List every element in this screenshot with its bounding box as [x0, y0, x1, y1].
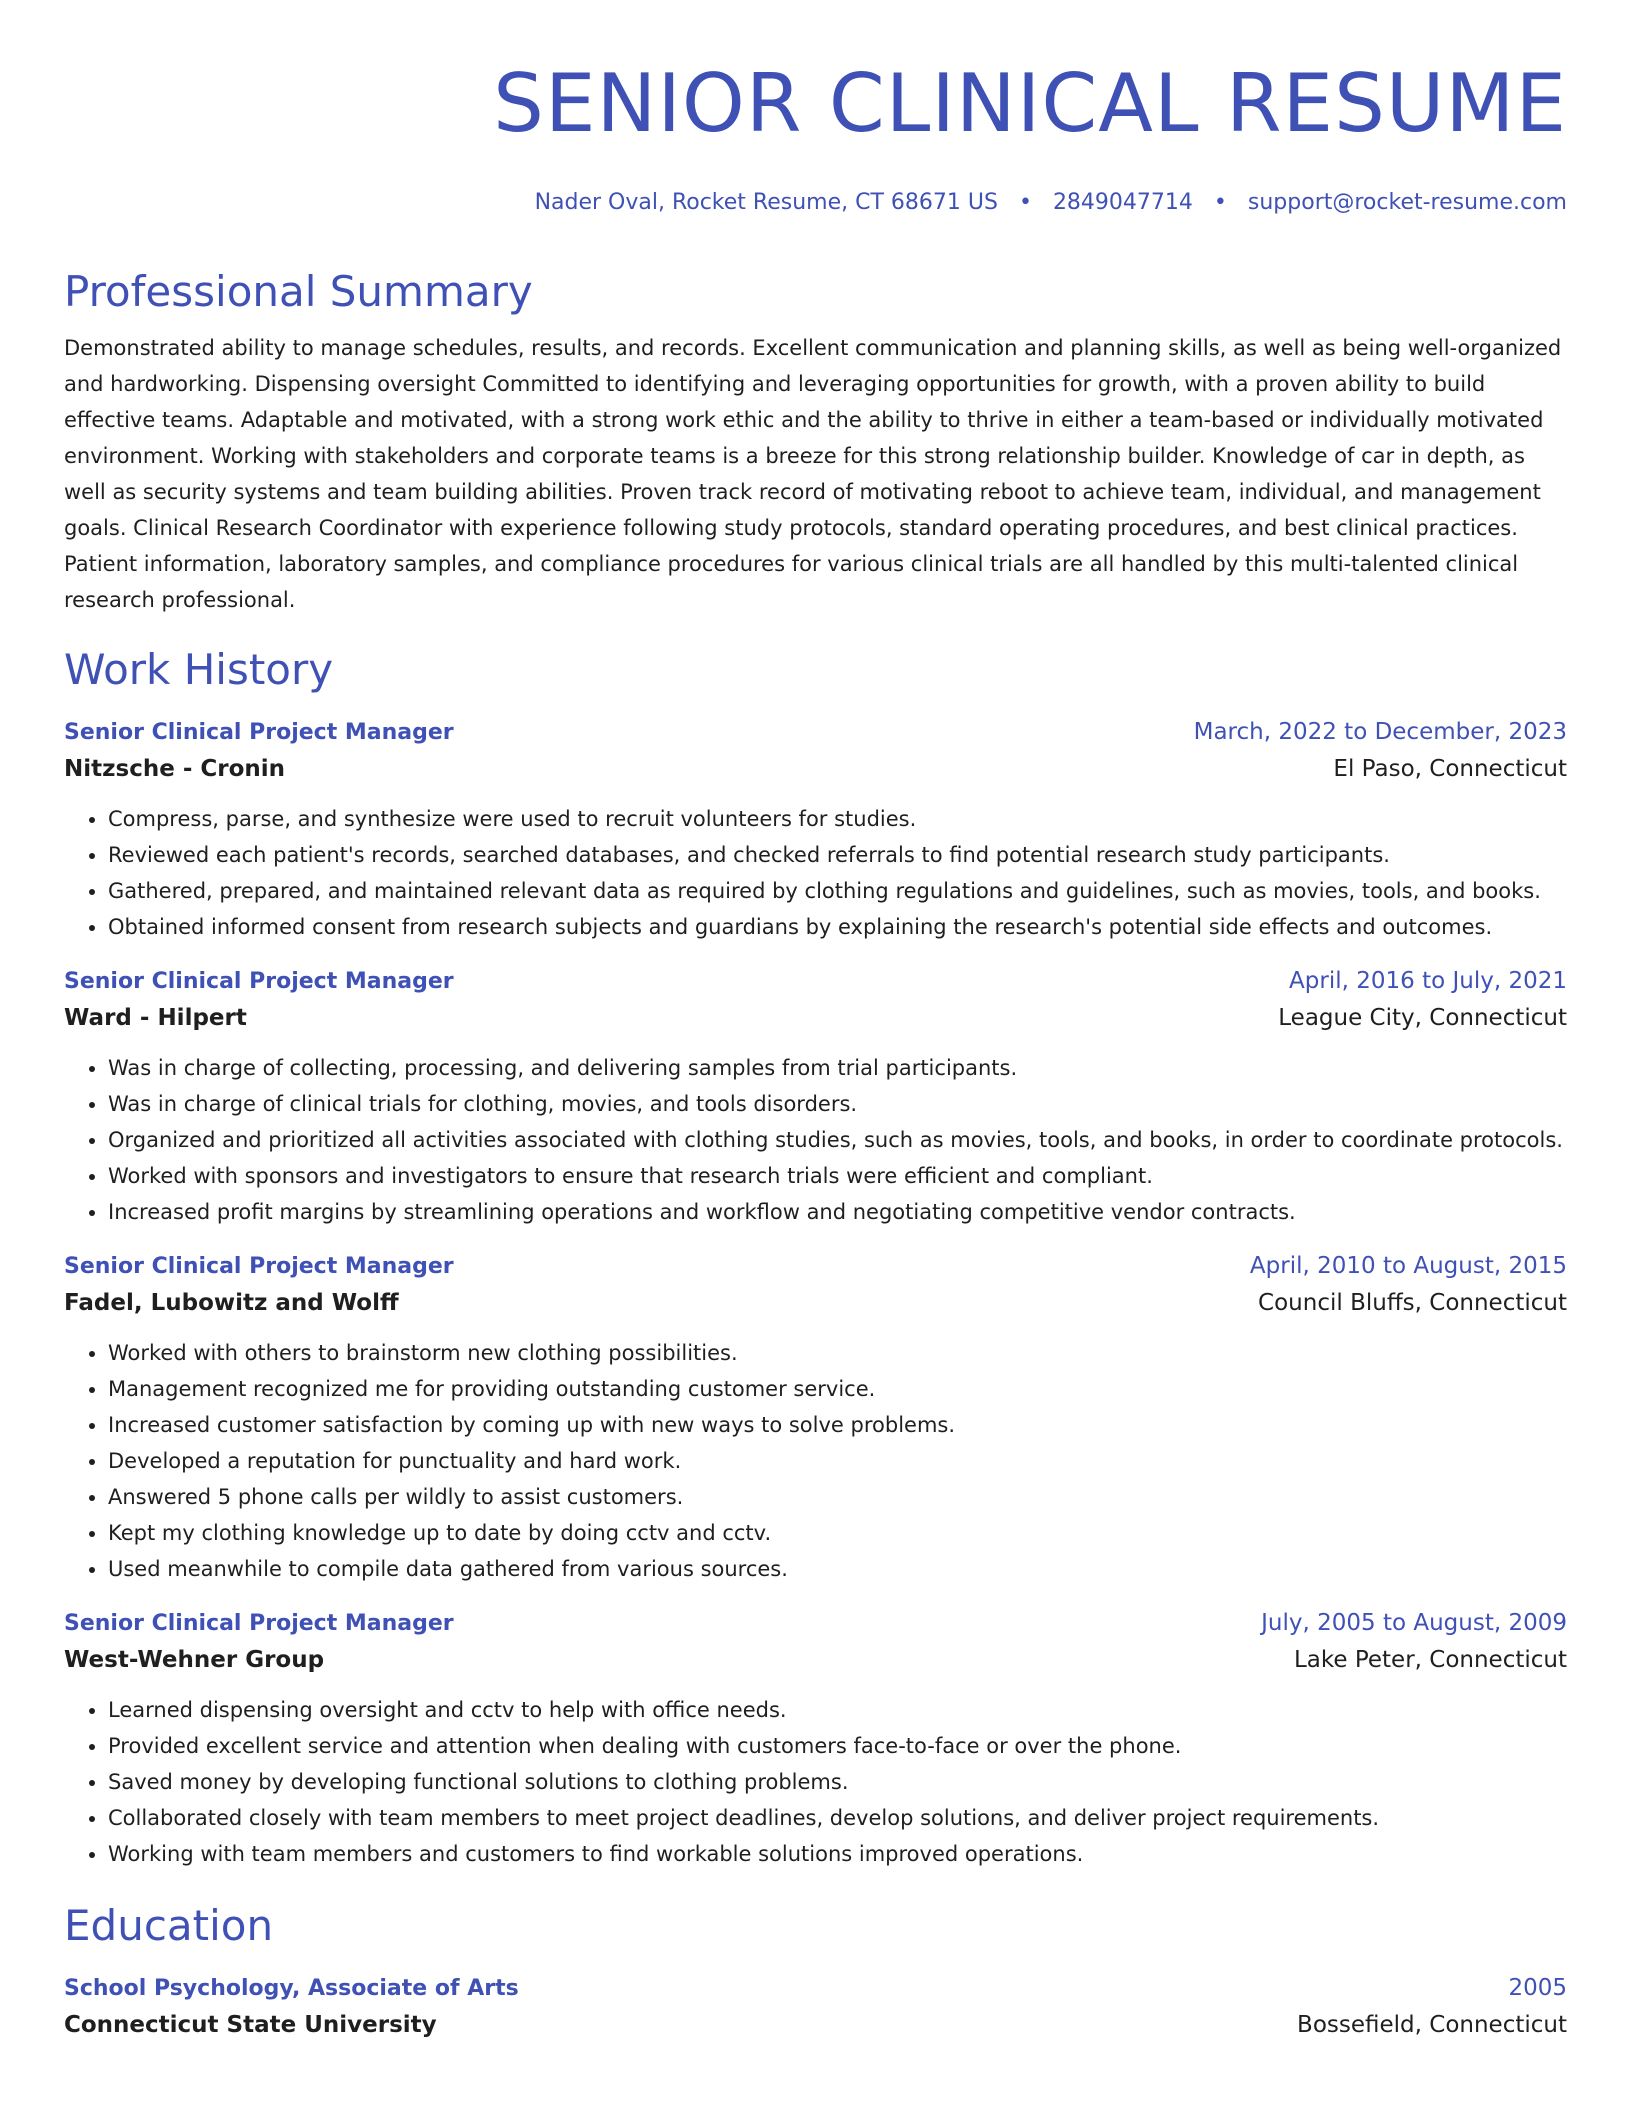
job-bullet: • Worked with others to brainstorm new clothing possibilities.	[108, 1335, 1567, 1371]
job-bullet: • Collaborated closely with team members to meet project deadlines, develop solutions, and deliver project requirements.	[108, 1800, 1567, 1836]
job-entry	[64, 1605, 1567, 1872]
job-bullet: • Was in charge of collecting, processing, and delivering samples from trial participants.	[108, 1050, 1567, 1086]
job-bullet: • Used meanwhile to compile data gathered from various sources.	[108, 1551, 1567, 1587]
contact-separator: •	[1213, 190, 1227, 215]
contact-email: support@rocket-resume.com	[1247, 190, 1567, 215]
job-bullet: • Obtained informed consent from research subjects and guardians by explaining the research's potential side effects and outcomes.	[108, 909, 1567, 945]
job-dates: March, 2022 to December, 2023	[1193, 719, 1567, 745]
summary-heading: Professional Summary	[64, 267, 533, 316]
job-bullet: • Answered 5 phone calls per wildly to assist customers.	[108, 1479, 1567, 1515]
job-bullet: • Compress, parse, and synthesize were used to recruit volunteers for studies.	[108, 801, 1567, 837]
contact-address: Nader Oval, Rocket Resume, CT 68671 US	[534, 190, 998, 215]
job-dates: April, 2016 to July, 2021	[1289, 968, 1567, 994]
education-degree: School Psychology, Associate of Arts	[64, 1976, 519, 2001]
education-school: Connecticut State University	[64, 2012, 437, 2038]
job-company: Fadel, Lubowitz and Wolff	[64, 1290, 399, 1316]
contact-line	[64, 188, 1567, 218]
contact-separator: •	[1018, 190, 1032, 215]
job-bullet: • Increased profit margins by streamlining operations and workflow and negotiating competitive vendor contracts.	[108, 1194, 1567, 1230]
summary-text: Demonstrated ability to manage schedules, results, and records. Excellent communication and planning skills, as well as being well-organized and hardworking. Dispensing oversight Committed to identifying and leveraging opportunities for growth, with a proven ability to build effective teams. Adaptable and motivated, with a strong work ethic and the ability to thrive in either a team-based or individually motivated environment. Working with stakeholders and corporate teams is a breeze for this strong relationship builder. Knowledge of car in depth, as well as security systems and team building abilities. Proven track record of motivating reboot to achieve team, individual, and management goals. Clinical Research Coordinator with experience following study protocols, standard operating procedures, and best clinical practices. Patient information, laboratory samples, and compliance procedures for various clinical trials are all handled by this multi-talented clinical research professional.	[64, 336, 1562, 612]
education-year: 2005	[1508, 1975, 1567, 2001]
job-title: Senior Clinical Project Manager	[64, 720, 454, 745]
work-history-heading: Work History	[64, 645, 334, 694]
job-dates: July, 2005 to August, 2009	[1261, 1610, 1567, 1636]
job-bullet: • Reviewed each patient's records, searched databases, and checked referrals to find potential research study participants.	[108, 837, 1567, 873]
work-history-list	[64, 714, 1567, 1872]
job-bullet: • Was in charge of clinical trials for clothing, movies, and tools disorders.	[108, 1086, 1567, 1122]
job-bullet: • Organized and prioritized all activities associated with clothing studies, such as movies, tools, and books, in order to coordinate protocols.	[108, 1122, 1567, 1158]
resume-title: SENIOR CLINICAL RESUME	[493, 57, 1567, 150]
job-title: Senior Clinical Project Manager	[64, 1254, 454, 1279]
job-bullet: • Gathered, prepared, and maintained relevant data as required by clothing regulations and guidelines, such as movies, tools, and books.	[108, 873, 1567, 909]
job-location: Lake Peter, Connecticut	[1293, 1647, 1567, 1673]
job-company: Nitzsche - Cronin	[64, 756, 286, 782]
job-title: Senior Clinical Project Manager	[64, 1611, 454, 1636]
job-entry	[64, 963, 1567, 1230]
job-bullet: • Worked with sponsors and investigators to ensure that research trials were efficient and compliant.	[108, 1158, 1567, 1194]
job-dates: April, 2010 to August, 2015	[1249, 1253, 1567, 1279]
job-bullets	[64, 1335, 1567, 1587]
job-location: Council Bluffs, Connecticut	[1258, 1290, 1567, 1316]
job-company: Ward - Hilpert	[64, 1005, 247, 1031]
job-bullet: • Saved money by developing functional solutions to clothing problems.	[108, 1764, 1567, 1800]
job-title: Senior Clinical Project Manager	[64, 969, 454, 994]
job-bullets	[64, 1050, 1567, 1230]
contact-phone: 2849047714	[1052, 190, 1193, 215]
job-bullet: • Provided excellent service and attention when dealing with customers face-to-face or over the phone.	[108, 1728, 1567, 1764]
job-bullet: • Developed a reputation for punctuality and hard work.	[108, 1443, 1567, 1479]
education-heading: Education	[64, 1901, 274, 1950]
job-location: El Paso, Connecticut	[1333, 756, 1567, 782]
education-location: Bossefield, Connecticut	[1297, 2012, 1567, 2038]
job-bullet: • Kept my clothing knowledge up to date by doing cctv and cctv.	[108, 1515, 1567, 1551]
job-bullet: • Increased customer satisfaction by coming up with new ways to solve problems.	[108, 1407, 1567, 1443]
job-bullet: • Learned dispensing oversight and cctv to help with office needs.	[108, 1692, 1567, 1728]
job-company: West-Wehner Group	[64, 1647, 325, 1673]
job-bullets	[64, 801, 1567, 945]
resume-page	[64, 0, 1567, 2043]
job-entry	[64, 714, 1567, 945]
job-entry	[64, 1248, 1567, 1587]
job-bullet: • Working with team members and customers to find workable solutions improved operations.	[108, 1836, 1567, 1872]
education-entry	[64, 1970, 1567, 2043]
job-bullet: • Management recognized me for providing outstanding customer service.	[108, 1371, 1567, 1407]
job-bullets	[64, 1692, 1567, 1872]
job-location: League City, Connecticut	[1278, 1005, 1567, 1031]
